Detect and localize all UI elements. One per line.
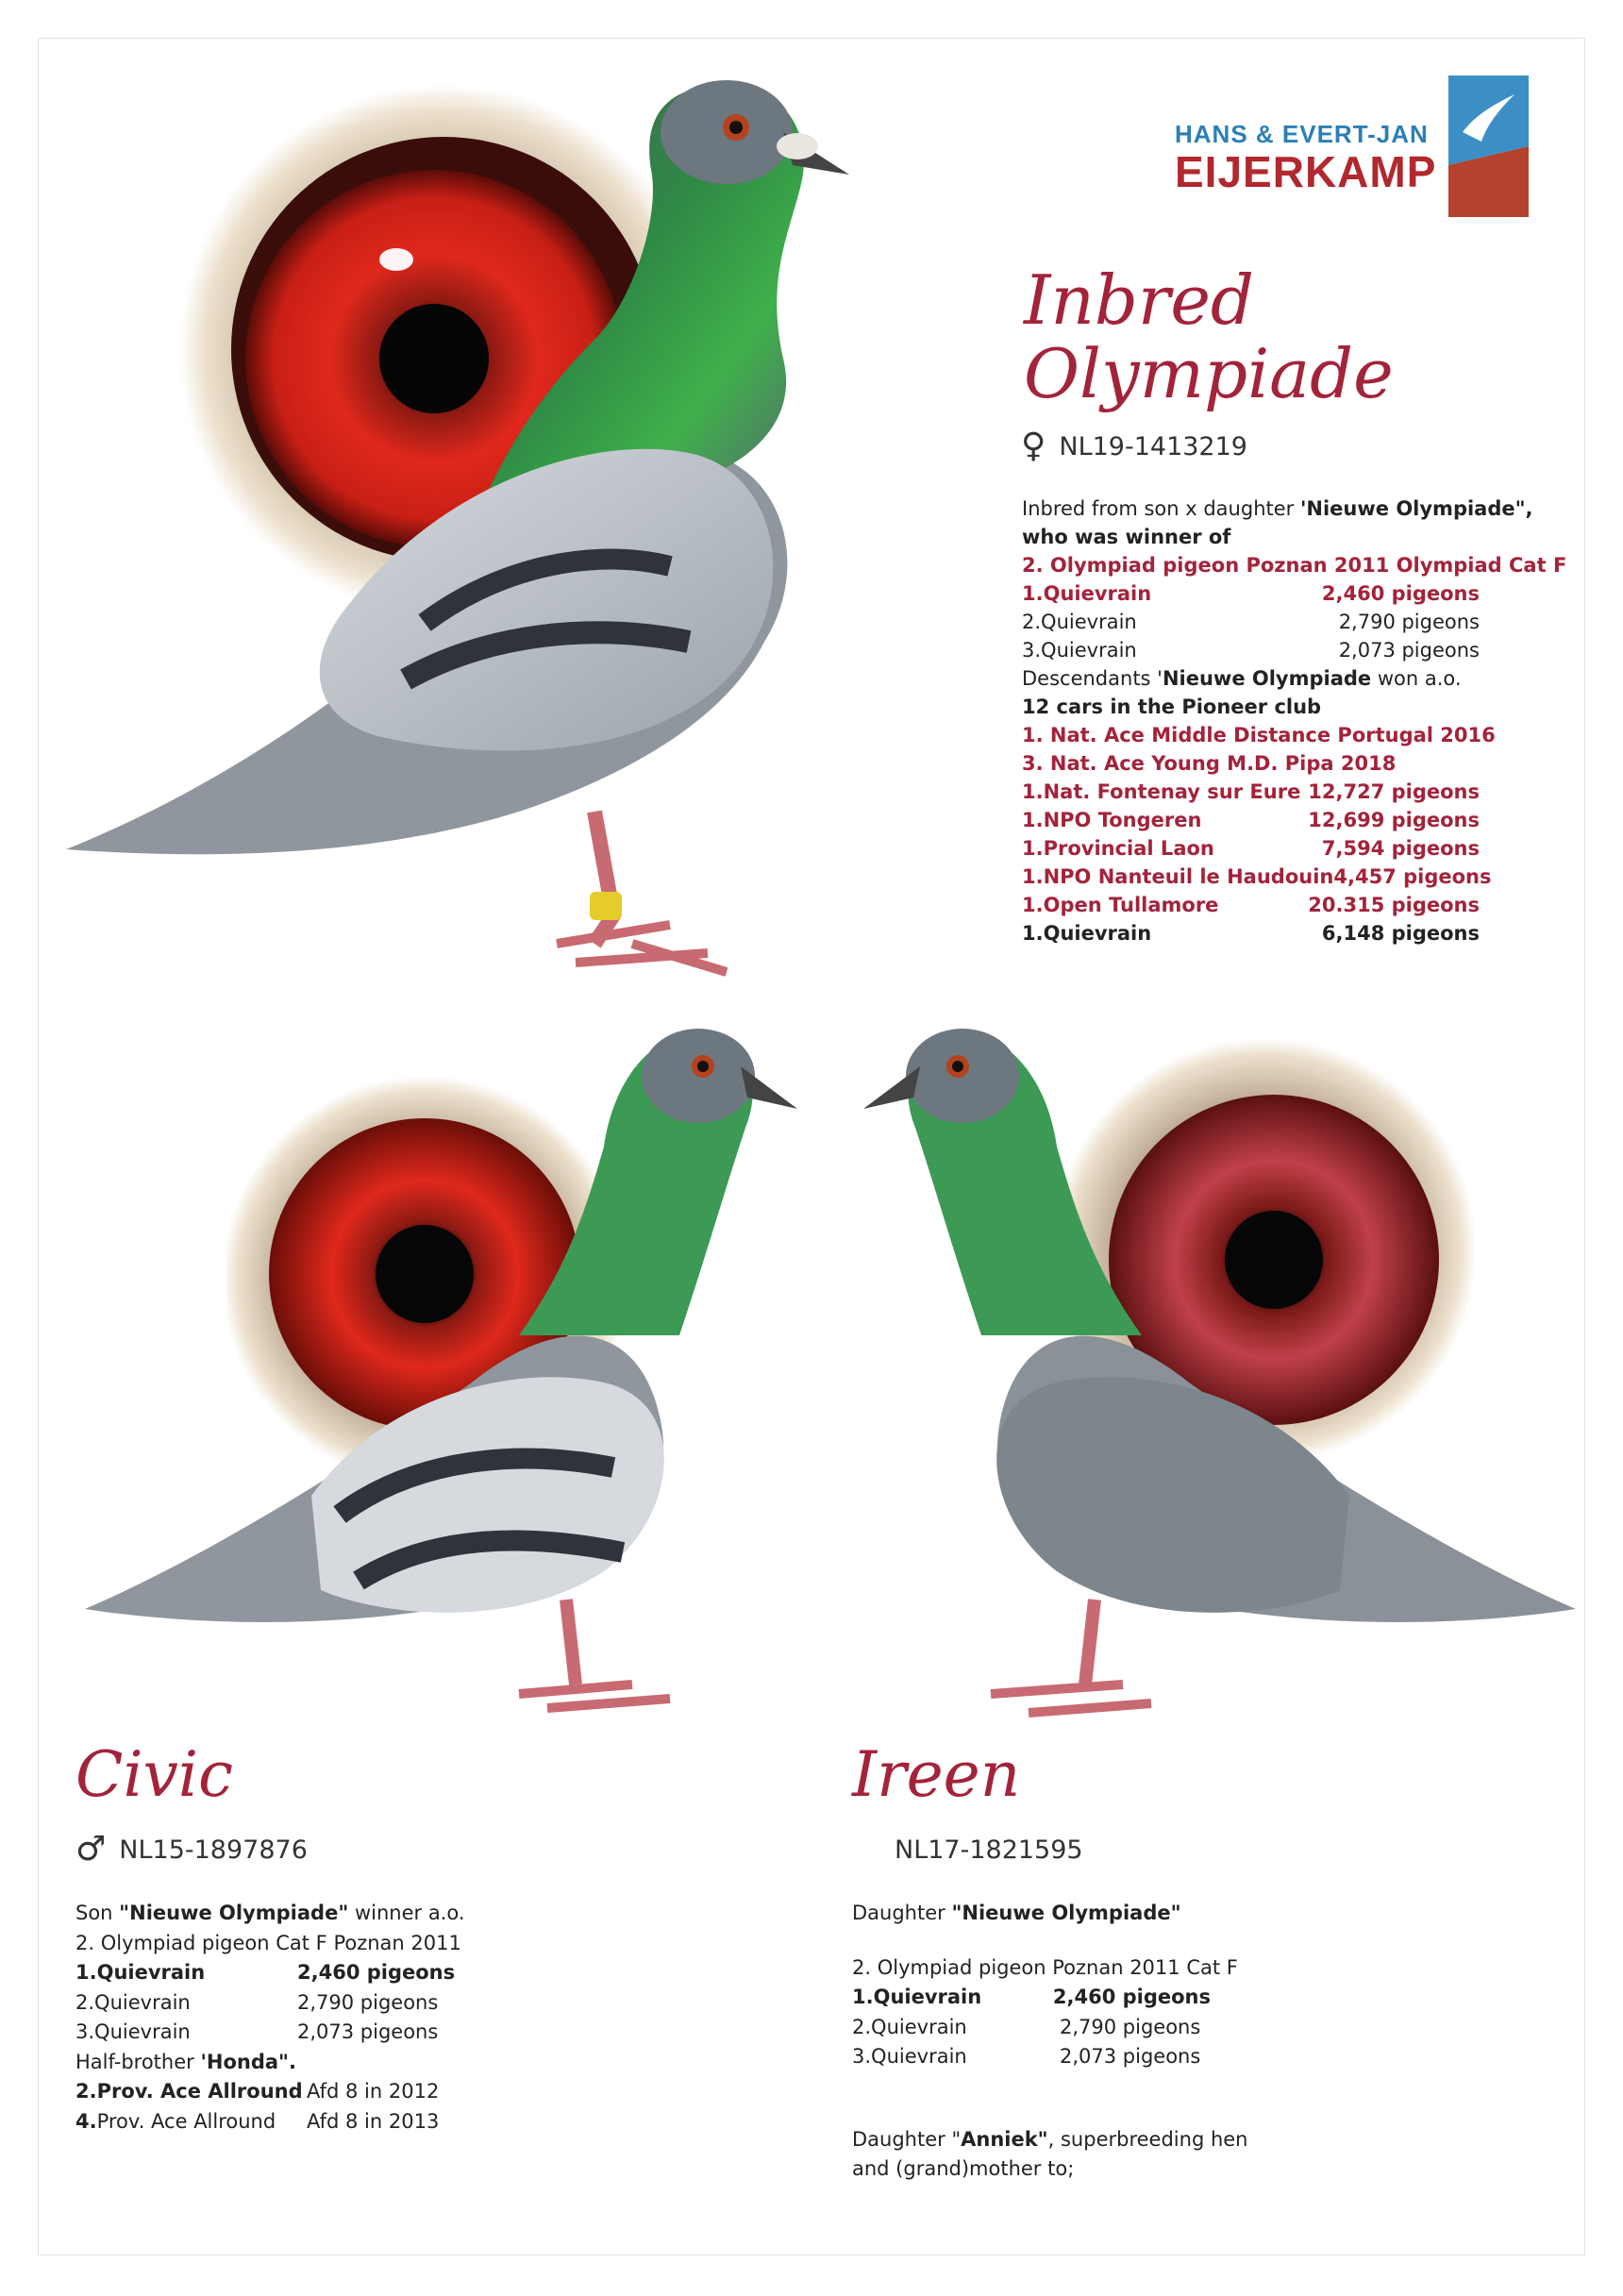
cars-line: 12 cars in the Pioneer club	[1022, 696, 1322, 718]
descendant-place-name: Quievrain	[1043, 922, 1152, 945]
result-place	[1022, 636, 1339, 664]
civic-result-count: 2,790 pigeons	[297, 1990, 439, 2014]
descendant-count: 12,727 pigeons	[1308, 780, 1480, 803]
descendant-place	[1022, 919, 1322, 947]
result-rank: 3.	[1022, 639, 1042, 662]
ireen-result-count: 2,460 pigeons	[1052, 1986, 1211, 2008]
civic-prov-rank: 2.	[75, 2080, 97, 2103]
pigeon-name-line1: Inbred	[1024, 260, 1255, 340]
ireen-result-row	[852, 1983, 1211, 2013]
descendant-rank: 1.	[1022, 809, 1044, 831]
intro-text: Inbred from son x daughter	[1022, 497, 1300, 520]
result-count: 2,790 pigeons	[1338, 611, 1480, 633]
descendant-row	[1022, 806, 1480, 834]
civic-prov-afd: Afd 8 in 2012	[307, 2080, 440, 2103]
civic-result-count: 2,073 pigeons	[297, 2020, 439, 2043]
result-row	[1022, 579, 1480, 608]
descendant-count: 6,148 pigeons	[1321, 922, 1480, 945]
main-pedigree-text	[1022, 494, 1567, 947]
ring-number-text: NL15-1897876	[119, 1835, 308, 1865]
civic-half: Half-brother	[75, 2050, 201, 2073]
descendant-place	[1022, 806, 1308, 834]
ireen-result-rank: 2.	[852, 2015, 872, 2038]
civic-result-count: 2,460 pigeons	[297, 1961, 456, 1984]
ireen-result-count: 2,073 pigeons	[1060, 2045, 1201, 2068]
ireen-olympiad: 2. Olympiad pigeon Poznan 2011 Cat F	[852, 1955, 1238, 1979]
descendant-count: 4,457 pigeons	[1333, 865, 1492, 888]
pigeon-name-ireen: Ireen	[852, 1738, 1021, 1811]
civic-result-place-name: Quievrain	[96, 1961, 206, 1984]
ring-number-text: NL19-1413219	[1059, 431, 1247, 461]
intro-bold: 'Nieuwe Olympiade",	[1299, 497, 1533, 520]
bird-emblem-icon	[1439, 75, 1529, 217]
civic-result-rank: 2.	[75, 1990, 95, 2014]
descendant-row	[1022, 834, 1480, 863]
ireen-anniek-post: , superbreeding hen	[1047, 2127, 1248, 2151]
civic-prov-row	[75, 2107, 467, 2137]
ireen-result-row	[852, 2042, 1211, 2072]
pigeon-photo-ireen	[840, 1014, 1585, 1732]
civic-prov-afd: Afd 8 in 2013	[307, 2109, 440, 2133]
result-place	[1022, 579, 1322, 608]
result-place-name: Quievrain	[1043, 582, 1152, 605]
result-rank: 1.	[1022, 582, 1044, 605]
civic-prov-list	[75, 2077, 467, 2137]
descendant-rank: 1.	[1022, 922, 1044, 945]
civic-half-bold: 'Honda".	[200, 2050, 296, 2073]
civic-prov-label	[75, 2107, 307, 2137]
civic-result-row	[75, 2018, 467, 2048]
ireen-result-place-name: Quievrain	[871, 2015, 967, 2038]
descendant-place-name: NPO Nanteuil le Haudouin	[1043, 865, 1334, 888]
ace-line-2: 3. Nat. Ace Young M.D. Pipa 2018	[1022, 752, 1397, 775]
descendant-row	[1022, 919, 1480, 947]
descendant-row	[1022, 778, 1480, 806]
descendant-rank: 1.	[1022, 865, 1044, 888]
ireen-result-rank: 1.	[852, 1986, 874, 2008]
logo-title: EIJERKAMP	[1175, 147, 1437, 196]
civic-line2: 2. Olympiad pigeon Cat F Poznan 2011	[75, 1931, 461, 1954]
result-count: 2,460 pigeons	[1321, 582, 1480, 605]
civic-prov-rank: 4.	[75, 2109, 97, 2133]
descendant-place	[1022, 778, 1308, 806]
pigeon-name-civic: Civic	[75, 1738, 233, 1811]
desc-text: Descendants '	[1022, 667, 1163, 690]
ireen-anniek: Daughter "	[852, 2127, 962, 2151]
descendant-row	[1022, 891, 1480, 919]
civic-result-rank: 1.	[75, 1961, 97, 1984]
pigeon-photo-civic	[75, 1024, 812, 1732]
ireen-anniek-line2: and (grand)mother to;	[852, 2157, 1075, 2180]
ace-line-1: 1. Nat. Ace Middle Distance Portugal 2016	[1022, 724, 1496, 746]
descendant-place-name: Open Tullamore	[1043, 894, 1219, 916]
result-rank: 2.	[1022, 611, 1042, 633]
descendant-rank: 1.	[1022, 780, 1044, 803]
male-symbol-icon: ♂	[75, 1830, 107, 1869]
intro-line2: who was winner of	[1022, 526, 1231, 548]
civic-prov-label	[75, 2077, 307, 2107]
olympiad-line: 2. Olympiad pigeon Poznan 2011 Olympiad Cat F	[1022, 554, 1567, 577]
descendant-count: 12,699 pigeons	[1308, 809, 1480, 831]
result-place-name: Quievrain	[1041, 611, 1137, 633]
ireen-result-rank: 3.	[852, 2045, 872, 2068]
pigeon-name-main	[1024, 260, 1394, 413]
result-count: 2,073 pigeons	[1338, 639, 1480, 662]
descendant-place	[1022, 834, 1322, 863]
descendant-place-name: NPO Tongeren	[1043, 809, 1202, 831]
pigeon-photo-main	[66, 75, 1019, 1019]
brand-logo	[1175, 71, 1533, 222]
descendant-results-list	[1022, 778, 1492, 947]
descendant-rank: 1.	[1022, 894, 1044, 916]
civic-result-row	[75, 1958, 467, 1988]
civic-result-rank: 3.	[75, 2020, 95, 2043]
ireen-line1-bold: "Nieuwe Olympiade"	[951, 1902, 1181, 1924]
desc-post: won a.o.	[1371, 667, 1462, 690]
civic-result-place	[75, 1958, 297, 1988]
result-row	[1022, 636, 1480, 664]
ring-number-civic	[75, 1830, 308, 1869]
civic-pedigree-text	[75, 1899, 467, 2137]
descendant-place-name: Provincial Laon	[1043, 837, 1214, 860]
ireen-result-place-name: Quievrain	[873, 1986, 982, 2008]
ring-number-text: NL17-1821595	[895, 1835, 1083, 1865]
ireen-result-row	[852, 2013, 1211, 2043]
ireen-result-count: 2,790 pigeons	[1060, 2015, 1201, 2038]
civic-prov-row	[75, 2077, 467, 2107]
main-results-list	[1022, 579, 1480, 664]
civic-result-place-name: Quievrain	[94, 2020, 191, 2043]
civic-prov-name: Prov. Ace Allround	[96, 2109, 276, 2133]
civic-line1-bold: "Nieuwe Olympiade"	[119, 1902, 349, 1924]
descendant-row	[1022, 863, 1492, 891]
ireen-pedigree-text	[852, 1899, 1248, 2185]
ring-number-main	[1021, 429, 1247, 463]
descendant-place	[1022, 863, 1333, 891]
female-symbol-icon: ♀	[1021, 427, 1046, 465]
ireen-anniek-bold: Anniek"	[961, 2127, 1048, 2151]
desc-bold: Nieuwe Olympiade	[1162, 667, 1372, 690]
ireen-result-place	[852, 2042, 1060, 2072]
ireen-results-list	[852, 1983, 1211, 2072]
result-place-name: Quievrain	[1041, 639, 1137, 662]
logo-subtitle: HANS & EVERT-JAN	[1175, 120, 1429, 148]
ireen-result-place-name: Quievrain	[871, 2045, 967, 2068]
descendant-rank: 1.	[1022, 837, 1044, 860]
descendant-place-name: Nat. Fontenay sur Eure	[1043, 780, 1301, 803]
ireen-result-place	[852, 2013, 1060, 2043]
civic-line1: Son	[75, 1902, 120, 1924]
ireen-line1: Daughter	[852, 1902, 952, 1924]
ring-number-ireen	[895, 1835, 1083, 1865]
result-row	[1022, 608, 1480, 636]
descendant-place	[1022, 891, 1308, 919]
pigeon-name-line2: Olympiade	[1024, 334, 1394, 413]
civic-result-place-name: Quievrain	[94, 1990, 191, 2014]
civic-result-place	[75, 2018, 297, 2048]
civic-line1-post: winner a.o.	[348, 1902, 465, 1924]
result-place	[1022, 608, 1339, 636]
civic-results-list	[75, 1958, 467, 2048]
civic-result-row	[75, 1988, 467, 2019]
descendant-count: 20.315 pigeons	[1308, 894, 1480, 916]
ireen-result-place	[852, 1983, 1053, 2013]
civic-prov-name: Prov. Ace Allround	[96, 2080, 303, 2103]
civic-result-place	[75, 1988, 297, 2019]
descendant-count: 7,594 pigeons	[1321, 837, 1480, 860]
